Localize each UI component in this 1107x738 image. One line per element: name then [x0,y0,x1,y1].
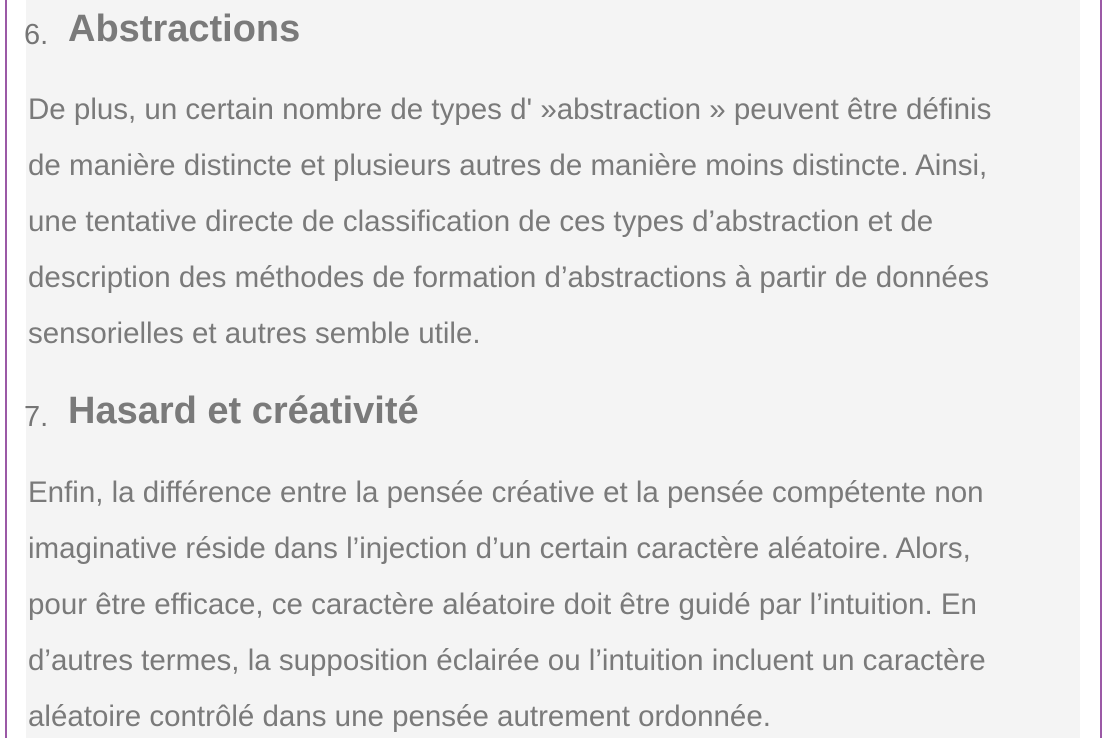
section-number: 6. [24,19,49,51]
right-border [1100,0,1102,738]
paragraph-line: de manière distincte et plusieurs autres de manière moins distincte. Ainsi, [28,149,988,182]
left-border [5,0,7,738]
paragraph-line: De plus, un certain nombre de types d' »abstraction » peuvent être définis [28,93,992,126]
paragraph-line: aléatoire contrôlé dans une pensée autrement ordonnée. [28,700,771,733]
paragraph-line: pour être efficace, ce caractère aléatoire doit être guidé par l’intuition. En [28,588,977,621]
section-number: 7. [24,401,49,433]
paragraph-line: sensorielles et autres semble utile. [28,317,481,350]
section-paragraph [28,82,1088,362]
paragraph-line: d’autres termes, la supposition éclairée ou l’intuition incluent un caractère [28,644,986,677]
paragraph-line: Enfin, la différence entre la pensée créative et la pensée compétente non [28,476,984,509]
paragraph-line: description des méthodes de formation d’abstractions à partir de données [28,261,989,294]
paragraph-line: une tentative directe de classification de ces types d’abstraction et de [28,205,934,238]
section-paragraph [28,465,1088,738]
paragraph-line: imaginative réside dans l’injection d’un certain caractère aléatoire. Alors, [28,532,971,565]
section-title: Abstractions [68,8,301,50]
section-title: Hasard et créativité [68,390,419,432]
